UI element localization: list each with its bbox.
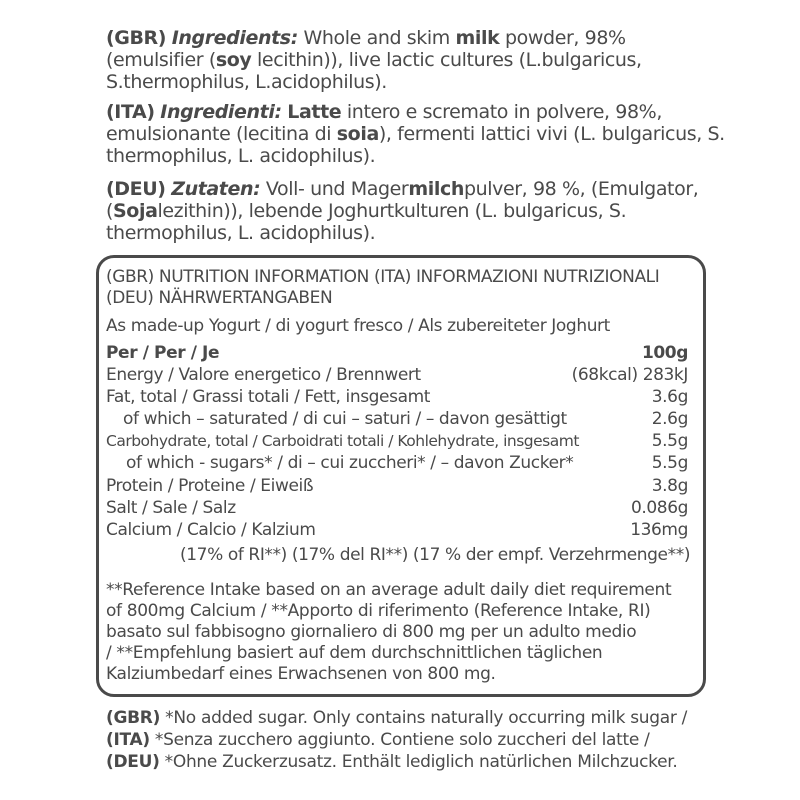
lang-code-deu: (DEU) (106, 752, 160, 772)
zutaten-label: Zutaten: (171, 178, 261, 200)
row-label: Calcium / Calcio / Kalzium (106, 520, 316, 540)
ingredients-text: lecithin)), live lactic cultures (L.bulgaricus, S.thermophilus, L.acidophilus). (106, 49, 642, 93)
per-row (106, 343, 688, 364)
per-value: 100g (641, 343, 688, 363)
ingredients-text: Whole and skim (297, 27, 456, 49)
reference-note-line: **Reference Intake based on an average adult daily diet requirement (106, 580, 672, 600)
allergen-latte: Latte (287, 101, 342, 123)
row-value: 3.8g (651, 476, 688, 496)
nutrition-title: (GBR) NUTRITION INFORMATION (ITA) INFORMAZIONI NUTRIZIONALI (106, 267, 660, 287)
row-label: of which – saturated / di cui – saturi / – davon gesättigt (123, 409, 567, 429)
nutrition-row-saturated (106, 409, 688, 430)
footer-line-ita (106, 729, 650, 751)
ingredients-ita (106, 101, 726, 167)
row-label: Protein / Proteine / Eiweiß (106, 476, 314, 496)
nutrition-row-carbohydrate (106, 431, 688, 452)
allergen-soy: soy (215, 49, 252, 71)
row-value: 2.6g (651, 409, 688, 429)
ingredients-text: intero e scremato in polvere, 98%, emulsionante (lecitina di (106, 101, 662, 145)
nutrition-title-deu: (DEU) NÄHRWERTANGABEN (106, 288, 333, 308)
row-label: Fat, total / Grassi totali / Fett, insgesamt (106, 387, 431, 407)
row-value: 0.086g (630, 498, 688, 518)
reference-note-line: of 800mg Calcium / **Apporto di riferimento (Reference Intake, RI) (106, 601, 651, 621)
nutrition-row-sugars (106, 453, 688, 474)
footer-text: *Senza zucchero aggiunto. Contiene solo zuccheri del latte / (149, 730, 650, 750)
row-value: 5.5g (651, 453, 688, 473)
lang-code-gbr: (GBR) (106, 708, 161, 728)
lang-code-ita: (ITA) (106, 730, 150, 750)
ingredients-deu (106, 178, 726, 244)
row-label: Salt / Sale / Salz (106, 498, 236, 518)
row-value: (68kcal) 283kJ (571, 365, 688, 385)
lang-code-ita: (ITA) (106, 101, 155, 123)
row-value: 3.6g (651, 387, 688, 407)
reference-intake-percent: (17% of RI**) (17% del RI**) (17 % der empf. Verzehrmenge**) (180, 545, 691, 565)
allergen-milch: milch (408, 178, 464, 200)
ingredients-text: Voll- und Mager (260, 178, 409, 200)
lang-code-gbr: (GBR) (106, 27, 167, 49)
row-value: 136mg (630, 520, 688, 540)
footer-line-deu (106, 751, 677, 773)
reference-note-line: / **Empfehlung basiert auf dem durchschnittlichen täglichen (106, 643, 603, 663)
row-label: Energy / Valore energetico / Brennwert (106, 365, 421, 385)
footer-text: *Ohne Zuckerzusatz. Enthält lediglich natürlichen Milchzucker. (159, 752, 678, 772)
row-label: of which - sugars* / di – cui zuccheri* / – davon Zucker* (126, 453, 574, 473)
ingredients-text: lezithin)), lebende Joghurtkulturen (L. bulgaricus, S. thermophilus, L. acidophilus). (106, 200, 627, 244)
footer-line-gbr (106, 707, 687, 729)
ingredients-text: powder, 98% (emulsifier ( (106, 27, 626, 71)
reference-note-line: basato sul fabbisogno giornaliero di 800 mg per un adulto medio (106, 622, 637, 642)
ingredienti-label: Ingredienti: (160, 101, 282, 123)
allergen-soia: soia (336, 123, 379, 145)
allergen-milk: milk (455, 27, 500, 49)
nutrition-row-energy (106, 365, 688, 386)
row-value: 5.5g (651, 431, 688, 451)
nutrition-row-fat (106, 387, 688, 408)
nutrition-row-calcium (106, 520, 688, 541)
ingredients-gbr (106, 27, 726, 93)
nutrition-subtitle: As made-up Yogurt / di yogurt fresco / Als zubereiteter Joghurt (106, 316, 610, 336)
per-label: Per / Per / Je (106, 343, 220, 363)
allergen-soja: Soja (113, 200, 158, 222)
row-label: Carbohydrate, total / Carboidrati totali / Kohlehydrate, insgesamt (106, 432, 579, 450)
nutrition-row-salt (106, 498, 688, 519)
footer-text: *No added sugar. Only contains naturally occurring milk sugar / (160, 708, 688, 728)
ingredients-text: ), fermenti lattici vivi (L. bulgaricus, S. thermophilus, L. acidophilus). (106, 123, 725, 167)
lang-code-deu: (DEU) (106, 178, 166, 200)
ingredients-text: pulver, 98 %, (Emulgator, ( (106, 178, 699, 222)
nutrition-row-protein (106, 476, 688, 497)
ingredients-label: Ingredients: (171, 27, 298, 49)
reference-note-line: Kalziumbedarf eines Erwachsenen von 800 mg. (106, 664, 496, 684)
